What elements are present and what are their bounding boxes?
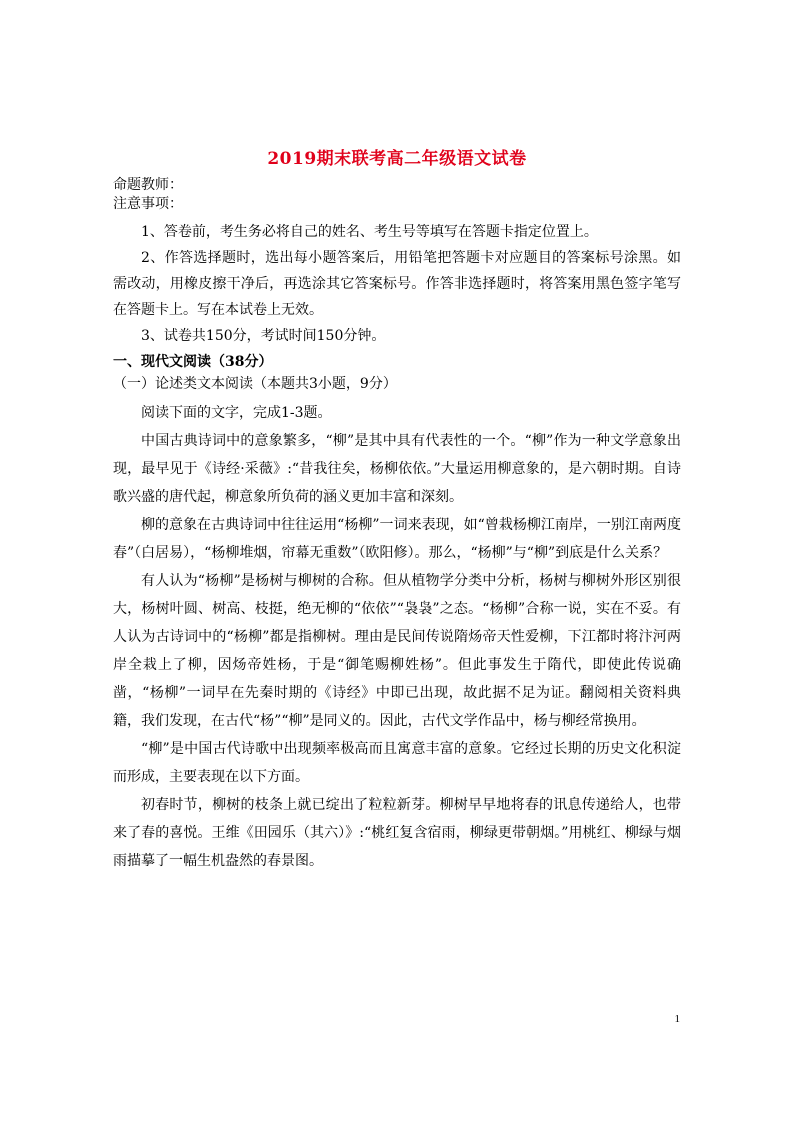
subsection-heading: （一）论述类文本阅读（本题共3小题，9分）	[113, 376, 397, 392]
notes-label: 注意事项：	[113, 196, 183, 212]
passage-paragraph: 柳的意象在古典诗词中往往运用“杨柳”一词来表现，如“曾栽杨柳江南岸，一别江南两度春”（白居易），“杨柳堆烟，帘幕无重数”（欧阳修）。那么，“杨柳”与“柳”到底是什么关系？	[113, 517, 681, 561]
exam-title: 2019期末联考高二年级语文试卷	[267, 149, 527, 169]
instruction-item: 2、作答选择题时，选出每小题答案后，用铅笔把答题卡对应题目的答案标号涂黑。如需改动，用橡皮擦干净后，再选涂其它答案标号。作答非选择题时，将答案用黑色签字笔写在答题卡上。写在本试卷上无效。	[113, 250, 681, 318]
passage-paragraph: “柳”是中国古代诗歌中出现频率极高而且寓意丰富的意象。它经过长期的历史文化积淀而形成，主要表现在以下方面。	[113, 741, 681, 785]
instruction-item: 3、试卷共150分，考试时间150分钟。	[141, 328, 386, 344]
section-heading: 一、现代文阅读（38分）	[113, 354, 273, 370]
page-number: 1	[674, 1013, 680, 1025]
teacher-label: 命题教师：	[113, 177, 183, 193]
reading-prompt: 阅读下面的文字，完成1-3题。	[141, 405, 332, 421]
passage-paragraph: 中国古典诗词中的意象繁多，“柳”是其中具有代表性的一个。“柳”作为一种文学意象出现，最早见于《诗经·采薇》:“昔我往矣，杨柳依依。”大量运用柳意象的，是六朝时期。自诗歌兴盛的唐代起，柳意象所负荷的涵义更加丰富和深刻。	[113, 433, 681, 505]
instruction-item: 1、答卷前，考生务必将自己的姓名、考生号等填写在答题卡指定位置上。	[141, 224, 598, 240]
passage-paragraph: 初春时节，柳树的枝条上就已绽出了粒粒新芽。柳树早早地将春的讯息传递给人，也带来了春的喜悦。王维《田园乐（其六）》:“桃红复含宿雨，柳绿更带朝烟。”用桃红、柳绿与烟雨描摹了一幅生机盎然的春景图。	[113, 797, 681, 869]
passage-paragraph: 有人认为“杨柳”是杨树与柳树的合称。但从植物学分类中分析，杨树与柳树外形区别很大，杨树叶圆、树高、枝挺，绝无柳的“依依”“袅袅”之态。“杨柳”合称一说，实在不妥。有人认为古诗词中的“杨柳”都是指柳树。理由是民间传说隋炀帝天性爱柳，下江都时将汴河两岸全栽上了柳，因炀帝姓杨，于是“御笔赐柳姓杨”。但此事发生于隋代，即使此传说确凿，“杨柳”一词早在先秦时期的《诗经》中即已出现，故此据不足为证。翻阅相关资料典籍，我们发现，在古代“杨”“柳”是同义的。因此，古代文学作品中，杨与柳经常换用。	[113, 573, 681, 729]
exam-content	[113, 176, 681, 875]
